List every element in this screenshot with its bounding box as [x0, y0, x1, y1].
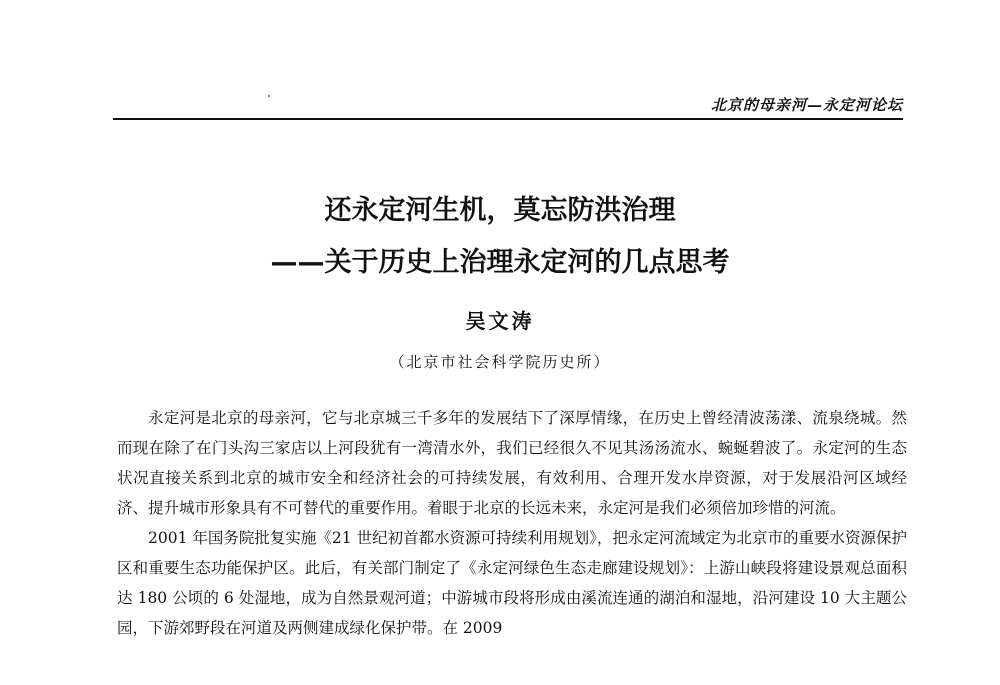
author-name: 吴文涛 — [465, 309, 535, 333]
body-text — [117, 403, 907, 643]
header-rule — [113, 118, 903, 120]
paragraph: 永定河是北京的母亲河，它与北京城三千多年的发展结下了深厚情缘，在历史上曾经清波荡漾、流泉绕城。然而现在除了在门头沟三家店以上河段犹有一湾清水外，我们已经很久不见其汤汤流水、蜿蜒碧波了。永定河的生态状况直接关系到北京的城市安全和经济社会的可持续发展，有效利用、合理开发水岸资源，对于发展沿河区域经济、提升城市形象具有不可替代的重要作用。着眼于北京的长远未来，永定河是我们必须倍加珍惜的河流。 — [117, 409, 907, 517]
paragraph: 2001 年国务院批复实施《21 世纪初首都水资源可持续利用规划》，把永定河流域定为北京市的重要水资源保护区和重要生态功能保护区。此后，有关部门制定了《永定河绿色生态走廊建设规划》：上游山峡段将建设景观总面积达 180 公顷的 6 处湿地，成为自然景观河道；中游城市段将形成由溪流连通的湖泊和湿地，沿河建设 10 大主题公园，下游郊野段在河道及两侧建成绿化保护带。在 2009 — [117, 529, 907, 637]
article-subtitle: ——关于历史上治理永定河的几点思考 — [270, 247, 730, 278]
article-title: 还永定河生机，莫忘防洪治理 — [324, 195, 676, 226]
author-affiliation: （北京市社会科学院历史所） — [389, 353, 611, 371]
scan-speck — [268, 95, 270, 97]
running-header: 北京的母亲河—永定河论坛 — [710, 96, 903, 114]
